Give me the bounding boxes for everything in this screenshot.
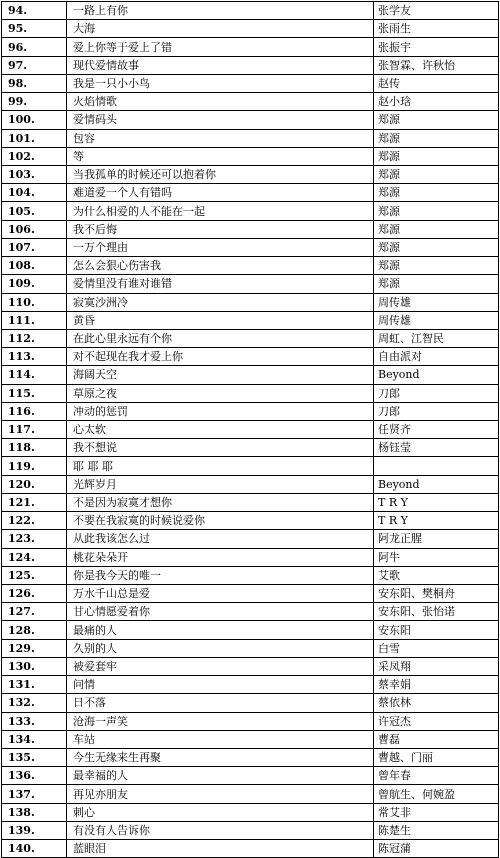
song-number: 113. xyxy=(2,348,67,366)
song-title: 一万个理由 xyxy=(67,238,374,256)
table-row xyxy=(2,366,499,384)
song-number: 134. xyxy=(2,730,67,748)
song-artist: Beyond xyxy=(374,475,499,493)
song-number: 136. xyxy=(2,767,67,785)
song-artist: 郑源 xyxy=(374,238,499,256)
song-number: 109. xyxy=(2,275,67,293)
table-row xyxy=(2,275,499,293)
song-title: 爱上你等于爱上了错 xyxy=(67,38,374,56)
table-row xyxy=(2,20,499,38)
song-list-body xyxy=(2,2,499,858)
song-title: 一路上有你 xyxy=(67,2,374,20)
song-number: 108. xyxy=(2,257,67,275)
song-title: 爱情里没有谁对谁错 xyxy=(67,275,374,293)
table-row xyxy=(2,548,499,566)
song-number: 135. xyxy=(2,748,67,766)
song-number: 111. xyxy=(2,311,67,329)
song-artist: 艾歌 xyxy=(374,566,499,584)
song-artist: 郑源 xyxy=(374,184,499,202)
table-row xyxy=(2,767,499,785)
song-artist: 常艾非 xyxy=(374,803,499,821)
song-artist: 白雪 xyxy=(374,639,499,657)
song-title: 耶 耶 耶 xyxy=(67,457,374,475)
song-title: 甘心情愿爱着你 xyxy=(67,603,374,621)
song-number: 95. xyxy=(2,20,67,38)
table-row xyxy=(2,493,499,511)
song-number: 101. xyxy=(2,129,67,147)
song-artist: 郑源 xyxy=(374,147,499,165)
song-title: 车站 xyxy=(67,730,374,748)
song-artist: 郑源 xyxy=(374,111,499,129)
song-number: 128. xyxy=(2,621,67,639)
song-title: 大海 xyxy=(67,20,374,38)
table-row xyxy=(2,2,499,20)
table-row xyxy=(2,257,499,275)
song-title: 问情 xyxy=(67,676,374,694)
song-artist: 赵小琀 xyxy=(374,93,499,111)
song-number: 117. xyxy=(2,421,67,439)
table-row xyxy=(2,603,499,621)
song-artist: 郑源 xyxy=(374,257,499,275)
song-title: 现代爱情故事 xyxy=(67,56,374,74)
song-number: 104. xyxy=(2,184,67,202)
song-artist: 蔡依林 xyxy=(374,694,499,712)
song-title: 最幸福的人 xyxy=(67,767,374,785)
song-number: 110. xyxy=(2,293,67,311)
song-artist: 郑源 xyxy=(374,220,499,238)
song-number: 125. xyxy=(2,566,67,584)
song-artist: 郑源 xyxy=(374,202,499,220)
song-artist: 周传雄 xyxy=(374,293,499,311)
song-number: 105. xyxy=(2,202,67,220)
song-artist: 采凤翔 xyxy=(374,657,499,675)
song-artist: 刀郎 xyxy=(374,402,499,420)
song-artist: 安东阳 xyxy=(374,621,499,639)
table-row xyxy=(2,475,499,493)
song-number: 94. xyxy=(2,2,67,20)
table-row xyxy=(2,329,499,347)
song-title: 刺心 xyxy=(67,803,374,821)
song-title: 再见亦朋友 xyxy=(67,785,374,803)
table-row xyxy=(2,421,499,439)
song-number: 124. xyxy=(2,548,67,566)
song-artist: 周虹、江智民 xyxy=(374,329,499,347)
table-row xyxy=(2,639,499,657)
song-title: 等 xyxy=(67,147,374,165)
song-artist: 郑源 xyxy=(374,275,499,293)
song-artist: 曹越、门丽 xyxy=(374,748,499,766)
song-number: 129. xyxy=(2,639,67,657)
song-number: 140. xyxy=(2,840,67,858)
song-number: 114. xyxy=(2,366,67,384)
song-title: 不是因为寂寞才想你 xyxy=(67,493,374,511)
table-row xyxy=(2,165,499,183)
song-title: 我不后悔 xyxy=(67,220,374,238)
song-title: 被爱套牢 xyxy=(67,657,374,675)
table-row xyxy=(2,348,499,366)
song-list-table xyxy=(1,1,499,858)
song-number: 122. xyxy=(2,512,67,530)
song-title: 万水千山总是爱 xyxy=(67,585,374,603)
song-number: 121. xyxy=(2,493,67,511)
song-title: 光辉岁月 xyxy=(67,475,374,493)
song-number: 107. xyxy=(2,238,67,256)
song-artist: 陈冠蒲 xyxy=(374,840,499,858)
table-row xyxy=(2,840,499,858)
song-number: 100. xyxy=(2,111,67,129)
song-artist: 曾航生、何婉盈 xyxy=(374,785,499,803)
song-number: 138. xyxy=(2,803,67,821)
song-title: 在此心里永远有个你 xyxy=(67,329,374,347)
song-artist: 安东阳、张怡诺 xyxy=(374,603,499,621)
table-row xyxy=(2,785,499,803)
song-number: 127. xyxy=(2,603,67,621)
song-artist: 阿龙正腥 xyxy=(374,530,499,548)
table-row xyxy=(2,147,499,165)
song-artist: T R Y xyxy=(374,493,499,511)
song-title: 蓝眼泪 xyxy=(67,840,374,858)
song-number: 139. xyxy=(2,821,67,839)
table-row xyxy=(2,56,499,74)
song-title: 心太软 xyxy=(67,421,374,439)
song-number: 120. xyxy=(2,475,67,493)
table-row xyxy=(2,512,499,530)
table-row xyxy=(2,293,499,311)
song-artist: 赵传 xyxy=(374,74,499,92)
song-title: 最痛的人 xyxy=(67,621,374,639)
song-title: 爱情码头 xyxy=(67,111,374,129)
song-artist: 张学友 xyxy=(374,2,499,20)
table-row xyxy=(2,384,499,402)
table-row xyxy=(2,74,499,92)
table-row xyxy=(2,202,499,220)
table-row xyxy=(2,694,499,712)
song-artist: 张振宇 xyxy=(374,38,499,56)
song-number: 119. xyxy=(2,457,67,475)
song-title: 寂寞沙洲冷 xyxy=(67,293,374,311)
song-title: 有没有人告诉你 xyxy=(67,821,374,839)
song-artist: 曹磊 xyxy=(374,730,499,748)
song-title: 难道爱一个人有错吗 xyxy=(67,184,374,202)
table-row xyxy=(2,748,499,766)
song-title: 桃花朵朵开 xyxy=(67,548,374,566)
song-number: 116. xyxy=(2,402,67,420)
song-artist: 蔡幸娟 xyxy=(374,676,499,694)
song-number: 97. xyxy=(2,56,67,74)
song-artist: 曾年春 xyxy=(374,767,499,785)
table-row xyxy=(2,38,499,56)
table-row xyxy=(2,402,499,420)
song-number: 133. xyxy=(2,712,67,730)
song-number: 102. xyxy=(2,147,67,165)
table-row xyxy=(2,311,499,329)
song-artist: 许冠杰 xyxy=(374,712,499,730)
table-row xyxy=(2,657,499,675)
song-title: 不要在我寂寞的时候说爱你 xyxy=(67,512,374,530)
song-number: 123. xyxy=(2,530,67,548)
song-artist: 周传雄 xyxy=(374,311,499,329)
song-artist: 郑源 xyxy=(374,165,499,183)
song-artist: 杨钰莹 xyxy=(374,439,499,457)
song-number: 106. xyxy=(2,220,67,238)
table-row xyxy=(2,439,499,457)
song-number: 118. xyxy=(2,439,67,457)
table-row xyxy=(2,585,499,603)
song-title: 黄昏 xyxy=(67,311,374,329)
song-number: 98. xyxy=(2,74,67,92)
song-artist: 阿牛 xyxy=(374,548,499,566)
song-title: 冲动的惩罚 xyxy=(67,402,374,420)
song-artist: 郑源 xyxy=(374,129,499,147)
table-row xyxy=(2,129,499,147)
song-title: 当我孤单的时候还可以抱着你 xyxy=(67,165,374,183)
table-row xyxy=(2,184,499,202)
table-row xyxy=(2,821,499,839)
song-number: 103. xyxy=(2,165,67,183)
song-artist: 安东阳、樊桐舟 xyxy=(374,585,499,603)
table-row xyxy=(2,457,499,475)
song-title: 你是我今天的唯一 xyxy=(67,566,374,584)
song-title: 沧海一声笑 xyxy=(67,712,374,730)
song-title: 我不想说 xyxy=(67,439,374,457)
song-title: 今生无缘来生再聚 xyxy=(67,748,374,766)
song-number: 99. xyxy=(2,93,67,111)
song-artist: 任贤齐 xyxy=(374,421,499,439)
song-artist: T R Y xyxy=(374,512,499,530)
song-artist xyxy=(374,457,499,475)
song-artist: Beyond xyxy=(374,366,499,384)
table-row xyxy=(2,566,499,584)
table-row xyxy=(2,93,499,111)
song-title: 包容 xyxy=(67,129,374,147)
song-title: 对不起现在我才爱上你 xyxy=(67,348,374,366)
song-title: 我是一只小小鸟 xyxy=(67,74,374,92)
song-title: 日不落 xyxy=(67,694,374,712)
song-number: 132. xyxy=(2,694,67,712)
table-row xyxy=(2,621,499,639)
song-number: 115. xyxy=(2,384,67,402)
song-title: 从此我该怎么过 xyxy=(67,530,374,548)
song-title: 怎么会狠心伤害我 xyxy=(67,257,374,275)
table-row xyxy=(2,220,499,238)
song-number: 137. xyxy=(2,785,67,803)
song-artist: 陈楚生 xyxy=(374,821,499,839)
song-artist: 自由派对 xyxy=(374,348,499,366)
song-title: 海阔天空 xyxy=(67,366,374,384)
table-row xyxy=(2,730,499,748)
table-row xyxy=(2,676,499,694)
song-title: 火焰情歌 xyxy=(67,93,374,111)
song-number: 126. xyxy=(2,585,67,603)
song-artist: 张智霖、许秋怡 xyxy=(374,56,499,74)
table-row xyxy=(2,111,499,129)
table-row xyxy=(2,530,499,548)
song-number: 131. xyxy=(2,676,67,694)
song-artist: 张雨生 xyxy=(374,20,499,38)
song-number: 96. xyxy=(2,38,67,56)
song-artist: 刀郎 xyxy=(374,384,499,402)
song-number: 130. xyxy=(2,657,67,675)
table-row xyxy=(2,238,499,256)
song-title: 久别的人 xyxy=(67,639,374,657)
song-title: 草原之夜 xyxy=(67,384,374,402)
song-number: 112. xyxy=(2,329,67,347)
song-title: 为什么相爱的人不能在一起 xyxy=(67,202,374,220)
table-row xyxy=(2,712,499,730)
